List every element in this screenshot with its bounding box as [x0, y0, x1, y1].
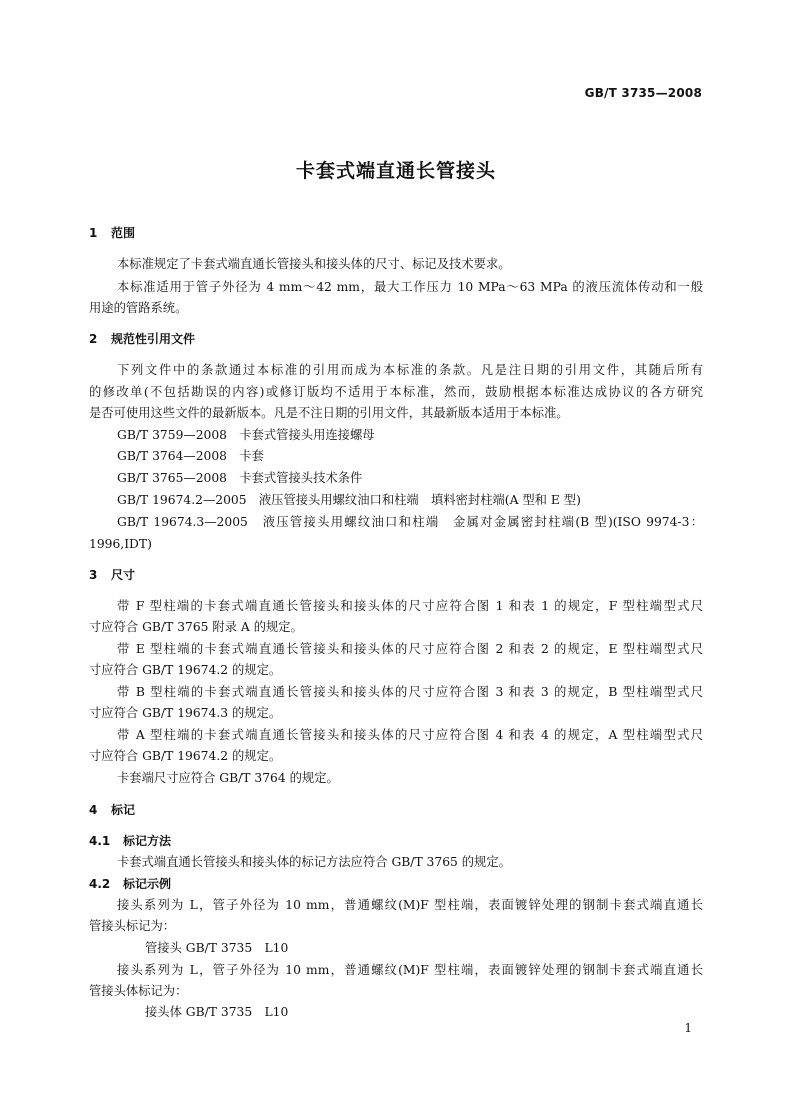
reference-item: GB/T 3764—2008 卡套 [117, 449, 264, 463]
section-number: 4.1 [89, 834, 111, 848]
reference-item: GB/T 3759—2008 卡套式管接头用连接螺母 [117, 428, 375, 442]
section-number: 4 [89, 803, 98, 817]
reference-item: GB/T 3765—2008 卡套式管接头技术条件 [117, 471, 363, 485]
section-2-heading [89, 331, 195, 347]
paragraph-line: 卡套式端直通长管接头和接头体的标记方法应符合 GB/T 3765 的规定。 [117, 855, 511, 869]
document-title: 卡套式端直通长管接头 [295, 160, 496, 182]
section-title: 标记 [111, 803, 136, 817]
paragraph-line: 带 A 型柱端的卡套式端直通长管接头和接头体的尺寸应符合图 4 和表 4 的规定，A 型柱端型式尺 [117, 728, 703, 742]
section-1-heading [89, 225, 135, 241]
section-3-heading [89, 567, 135, 583]
section-title: 规范性引用文件 [111, 332, 196, 346]
reference-item-continuation: 1996,IDT) [89, 537, 152, 551]
section-title: 范围 [111, 226, 136, 240]
paragraph-line: 用途的管路系统。 [89, 301, 188, 315]
paragraph-line: 管接头体标记为： [89, 984, 188, 998]
marking-example: 管接头 GB/T 3735 L10 [145, 941, 289, 955]
paragraph-line: 下列文件中的条款通过本标准的引用而成为本标准的条款。凡是注日期的引用文件，其随后所有 [117, 363, 703, 377]
subsection-4-2-heading [89, 876, 171, 892]
paragraph-line: 卡套端尺寸应符合 GB/T 3764 的规定。 [117, 771, 339, 785]
paragraph-line: 带 E 型柱端的卡套式端直通长管接头和接头体的尺寸应符合图 2 和表 2 的规定，E 型柱端型式尺 [117, 642, 703, 656]
section-title: 标记示例 [123, 877, 172, 891]
section-number: 3 [89, 568, 98, 582]
section-4-heading [89, 802, 135, 818]
section-title: 标记方法 [123, 834, 172, 848]
page-number: 1 [684, 1021, 692, 1035]
paragraph-line: 管接头标记为： [89, 919, 176, 933]
paragraph-line: 带 F 型柱端的卡套式端直通长管接头和接头体的尺寸应符合图 1 和表 1 的规定，F 型柱端型式尺 [117, 599, 703, 613]
paragraph-line: 本标准适用于管子外径为 4 mm～42 mm，最大工作压力 10 MPa～63 MPa 的液压流体传动和一般 [117, 280, 703, 294]
paragraph-line: 寸应符合 GB/T 19674.2 的规定。 [89, 663, 282, 677]
section-title: 尺寸 [111, 568, 136, 582]
paragraph-line: 寸应符合 GB/T 3765 附录 A 的规定。 [89, 620, 303, 634]
section-number: 1 [89, 226, 98, 240]
standard-code: GB/T 3735—2008 [584, 86, 702, 100]
paragraph-line: 本标准规定了卡套式端直通长管接头和接头体的尺寸、标记及技术要求。 [117, 257, 511, 271]
paragraph-line: 是否可使用这些文件的最新版本。凡是不注日期的引用文件，其最新版本适用于本标准。 [89, 406, 569, 420]
reference-item: GB/T 19674.3—2005 液压管接头用螺纹油口和柱端 金属对金属密封柱端(B 型)(ISO 9974-3： [117, 515, 703, 529]
paragraph-line: 带 B 型柱端的卡套式端直通长管接头和接头体的尺寸应符合图 3 和表 3 的规定，B 型柱端型式尺 [117, 685, 703, 699]
subsection-4-1-heading [89, 833, 171, 849]
reference-item: GB/T 19674.2—2005 液压管接头用螺纹油口和柱端 填料密封柱端(A 型和 E 型) [117, 493, 581, 507]
marking-example: 接头体 GB/T 3735 L10 [145, 1005, 289, 1019]
section-number: 2 [89, 332, 98, 346]
paragraph-line: 的修改单(不包括勘误的内容)或修订版均不适用于本标准，然而，鼓励根据本标准达成协议的各方研究 [89, 385, 703, 399]
paragraph-line: 接头系列为 L，管子外径为 10 mm，普通螺纹(M)F 型柱端，表面镀锌处理的钢制卡套式端直通长 [117, 963, 703, 977]
paragraph-line: 接头系列为 L，管子外径为 10 mm，普通螺纹(M)F 型柱端，表面镀锌处理的钢制卡套式端直通长 [117, 898, 703, 912]
section-number: 4.2 [89, 877, 111, 891]
paragraph-line: 寸应符合 GB/T 19674.2 的规定。 [89, 749, 282, 763]
paragraph-line: 寸应符合 GB/T 19674.3 的规定。 [89, 706, 282, 720]
